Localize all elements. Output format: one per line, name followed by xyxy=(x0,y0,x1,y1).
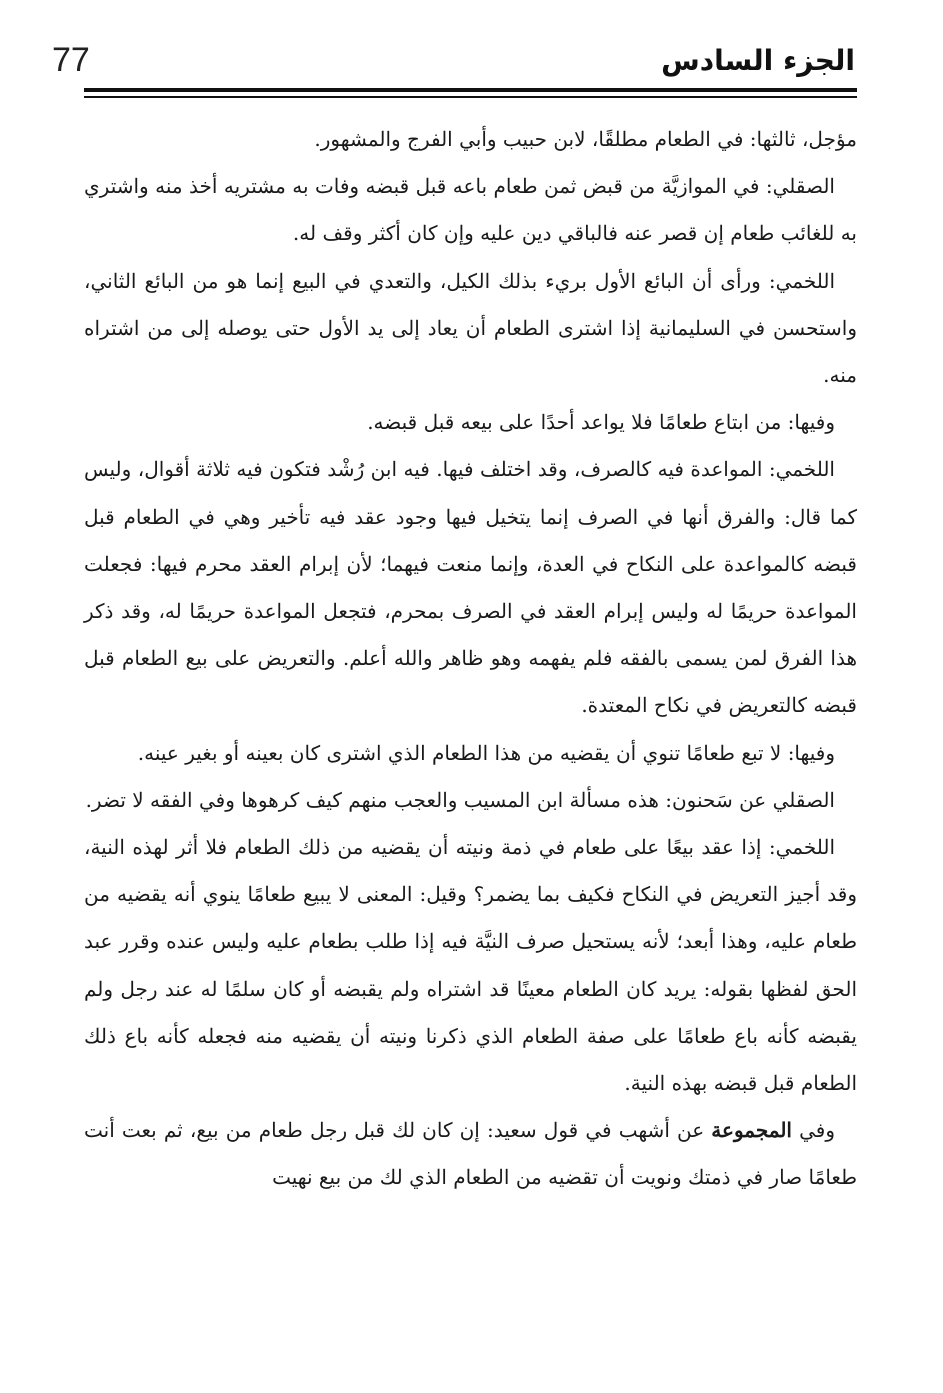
page-number: 77 xyxy=(52,41,90,79)
paragraph-lead: وفي xyxy=(791,1118,836,1143)
header-rule-thin xyxy=(84,96,857,98)
paragraph: الصقلي عن سَحنون: هذه مسألة ابن المسيب والعجب منهم كيف كرهوها وفي الفقه لا تضر. xyxy=(85,787,835,812)
paragraph: وفيها: من ابتاع طعامًا فلا يواعد أحدًا على بيعه قبل قبضه. xyxy=(367,410,835,435)
running-title: الجزء السادس xyxy=(661,44,855,77)
paragraph: الصقلي: في الموازيَّة من قبض ثمن طعام باعه قبل قبضه وفات به مشتريه أخذ منه واشتري به للغائب طعام إن قصر عنه فالباقي دين عليه وإن كان أكثر وقف له. xyxy=(84,174,857,246)
body-text xyxy=(84,116,857,1202)
paragraph: اللخمي: إذا عقد بيعًا على طعام في ذمة ونيته أن يقضيه من ذلك الطعام فلا أثر لهذه النية، وقد أجيز التعريض في النكاح فكيف بما يضمر؟ وقيل: المعنى لا يبيع طعامًا ينوي أنه يقضيه من طعام عليه، وهذا أبعد؛ لأنه يستحيل صرف النيَّة فيه إذا طلب بطعام عليه وليس عنده وقرر عبد الحق لفظها بقوله: يريد كان الطعام معينًا قد اشتراه ولم يقبضه أو كان سلمًا له عند رجل ولم يقبضه كأنه باع طعامًا على صفة الطعام الذي ذكرنا ونيته أن يقضيه منه فجعله كأنه باع ذلك الطعام قبل قبضه بهذه النية. xyxy=(84,835,857,1096)
header-rule-thick xyxy=(84,88,857,92)
paragraph xyxy=(84,1107,857,1201)
paragraph-rest: عن أشهب في قول سعيد: إن كان لك قبل رجل طعام من بيع، ثم بعت أنت طعامًا صار في ذمتك ونويت أن تقضيه من الطعام الذي لك من بيع نهيت xyxy=(84,1118,857,1190)
paragraph: وفيها: لا تبع طعامًا تنوي أن يقضيه من هذا الطعام الذي اشترى كان بعينه أو بغير عينه. xyxy=(137,740,835,765)
paragraph: اللخمي: المواعدة فيه كالصرف، وقد اختلف فيها. فيه ابن رُشْد فتكون فيه ثلاثة أقوال، وليس كما قال: والفرق أنها في الصرف إنما يتخيل فيها وجود عقد فيه تأخير وهي في الطعام قبل قبضه كالمواعدة على النكاح في العدة، وإنما منعت فيهما؛ لأن إبرام العقد محرم فيها: فجعلت المواعدة حريمًا له وليس إبرام العقد في الصرف بمحرم، فتجعل المواعدة حريمًا له، وقد ذكر هذا الفرق لمن يسمى بالفقه فلم يفهمه وهو ظاهر والله أعلم. والتعريض على بيع الطعام قبل قبضه كالتعريض في نكاح المعتدة. xyxy=(84,457,857,718)
book-title-emphasis: المجموعة xyxy=(711,1118,792,1143)
paragraph: مؤجل، ثالثها: في الطعام مطلقًا، لابن حبيب وأبي الفرج والمشهور. xyxy=(314,127,857,151)
paragraph: اللخمي: ورأى أن البائع الأول بريء بذلك الكيل، والتعدي في البيع إنما هو من البائع الثاني، واستحسن في السليمانية إذا اشترى الطعام أن يعاد إلى يد الأول حتى يوصله إلى من اشتراه منه. xyxy=(84,268,857,388)
